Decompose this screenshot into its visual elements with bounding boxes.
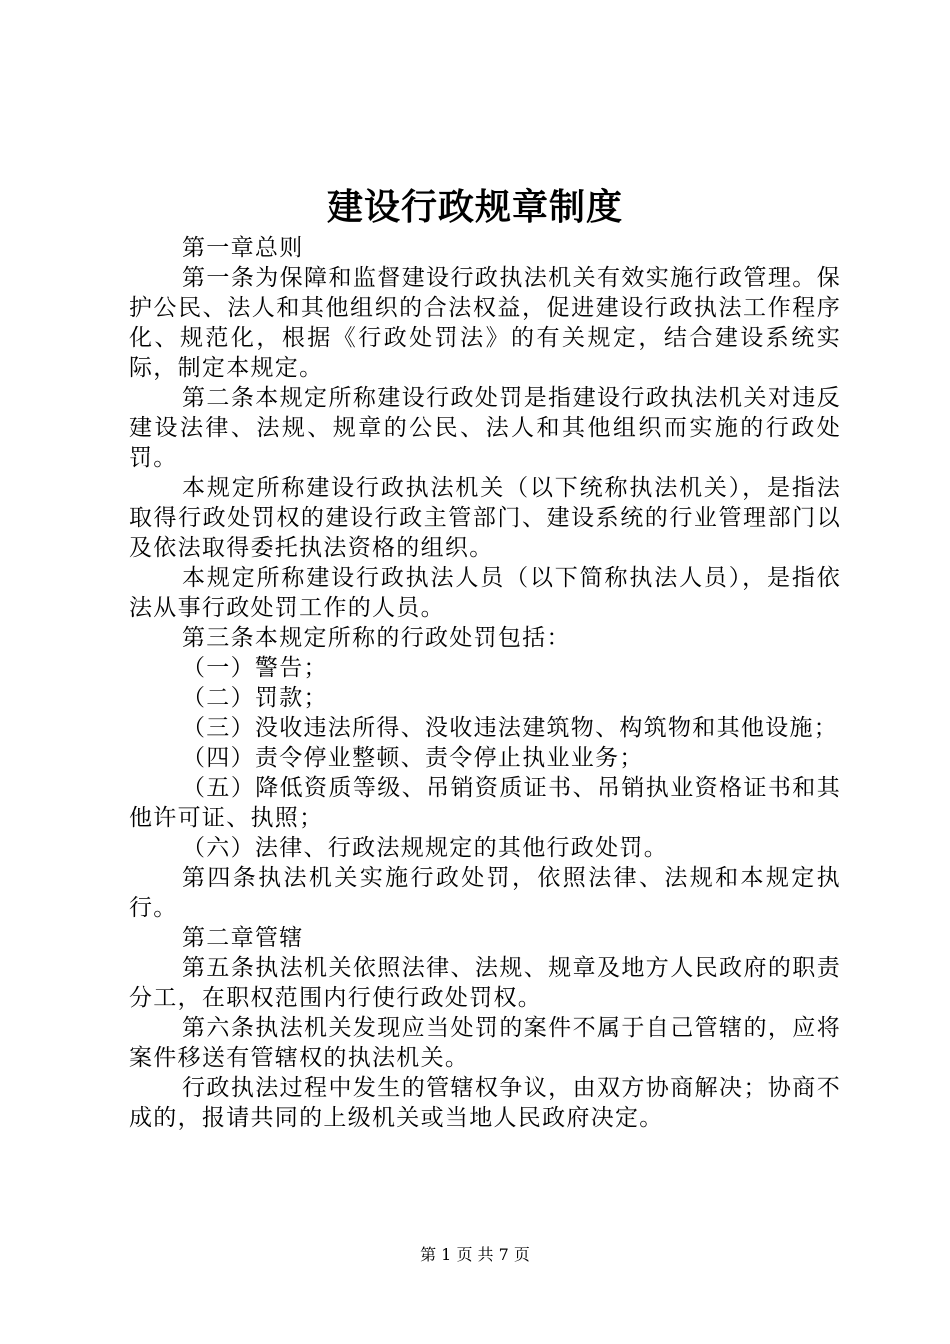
article-paragraph: 第二条本规定所称建设行政处罚是指建设行政执法机关对违反建设法律、法规、规章的公民、法人和其他组织而实施的行政处罚。 [129, 385, 841, 471]
list-item: （五）降低资质等级、吊销资质证书、吊销执业资格证书和其他许可证、执照； [129, 775, 841, 831]
article-paragraph: 第四条执法机关实施行政处罚，依照法律、法规和本规定执行。 [129, 865, 841, 921]
article-paragraph: 本规定所称建设行政执法人员（以下简称执法人员），是指依法从事行政处罚工作的人员。 [129, 565, 841, 621]
chapter-heading: 第一章总则 [182, 235, 304, 261]
list-item: （三）没收违法所得、没收违法建筑物、构筑物和其他设施； [182, 715, 839, 741]
article-paragraph: 第一条为保障和监督建设行政执法机关有效实施行政管理。保护公民、法人和其他组织的合法权益，促进建设行政执法工作程序化、规范化，根据《行政处罚法》的有关规定，结合建设系统实际，制定本规定。 [129, 265, 841, 381]
document-body [129, 233, 841, 1133]
list-item: （二）罚款； [182, 685, 328, 711]
list-item: （一）警告； [182, 655, 328, 681]
article-paragraph: 第六条执法机关发现应当处罚的案件不属于自己管辖的，应将案件移送有管辖权的执法机关。 [129, 1015, 841, 1071]
article-paragraph: 行政执法过程中发生的管辖权争议，由双方协商解决；协商不成的，报请共同的上级机关或当地人民政府决定。 [129, 1075, 841, 1131]
page-number-footer: 第 1 页 共 7 页 [420, 1245, 530, 1264]
chapter-heading: 第二章管辖 [182, 925, 304, 951]
article-paragraph: 第五条执法机关依照法律、法规、规章及地方人民政府的职责分工，在职权范围内行使行政处罚权。 [129, 955, 841, 1011]
document-title: 建设行政规章制度 [326, 187, 623, 228]
list-item: （六）法律、行政法规规定的其他行政处罚。 [182, 835, 668, 861]
article-paragraph: 第三条本规定所称的行政处罚包括： [182, 625, 571, 651]
list-item: （四）责令停业整顿、责令停止执业业务； [182, 745, 644, 771]
article-paragraph: 本规定所称建设行政执法机关（以下统称执法机关），是指法取得行政处罚权的建设行政主管部门、建设系统的行业管理部门以及依法取得委托执法资格的组织。 [129, 475, 841, 561]
